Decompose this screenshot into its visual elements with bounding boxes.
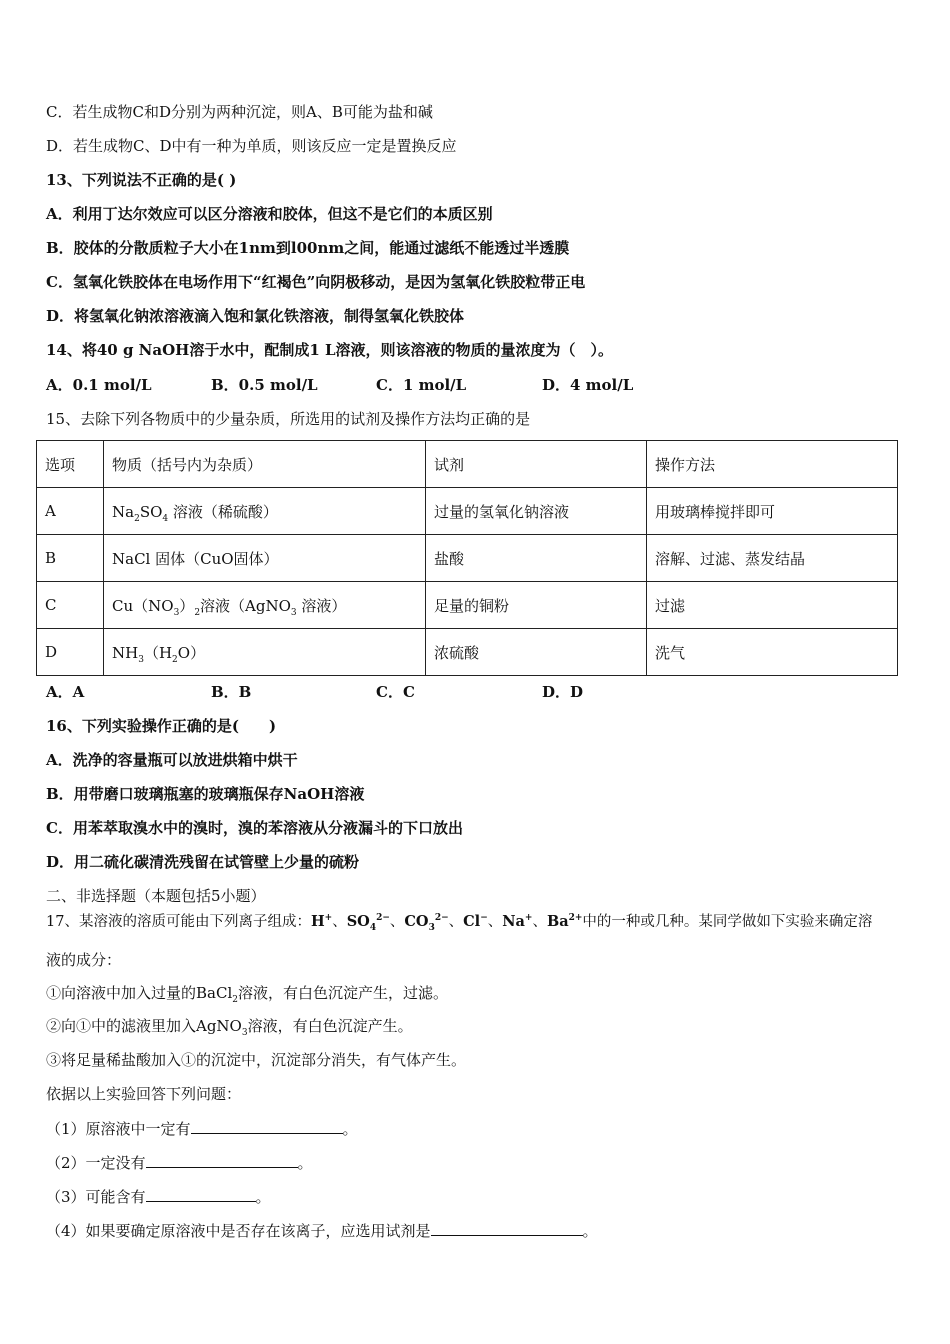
- q16-option-a: A．洗净的容量瓶可以放进烘箱中烘干: [46, 751, 298, 769]
- row-option: C: [37, 582, 104, 629]
- q16-option-c: C．用苯萃取溴水中的溴时，溴的苯溶液从分液漏斗的下口放出: [46, 819, 463, 837]
- q17-step-3: ③将足量稀盐酸加入①的沉淀中，沉淀部分消失，有气体产生。: [46, 1051, 467, 1069]
- table-header-row: [37, 441, 898, 488]
- row-substance: $Na_2SO_4$ 溶液（稀硫酸）: [104, 488, 426, 535]
- row-reagent: 过量的氢氧化钠溶液: [426, 488, 647, 535]
- row-method: 洗气: [647, 629, 898, 676]
- q15-stem: 15、去除下列各物质中的少量杂质，所选用的试剂及操作方法均正确的是: [46, 410, 531, 428]
- header-option: 选项: [37, 441, 104, 488]
- q17-stem: 17、某溶液的溶质可能由下列离子组成：H+、$SO_4^{2-}$、$CO_3^{2-}$、Cl−、Na+、$Ba^{2+}$中的一种或几种。某同学做如下实验来确定溶: [46, 913, 873, 933]
- answer-blank-3[interactable]: [146, 1186, 256, 1202]
- q17-sub-3: （3）可能含有 。: [46, 1188, 271, 1206]
- q15-option-c: C．C: [376, 683, 415, 701]
- answer-blank-1[interactable]: [191, 1118, 343, 1134]
- q12-option-d: D．若生成物C、D中有一种为单质，则该反应一定是置换反应: [46, 137, 457, 155]
- q14-option-a: A．0.1 mol/L: [46, 376, 152, 394]
- row-option: B: [37, 535, 104, 582]
- table-row: [37, 535, 898, 582]
- row-option: A: [37, 488, 104, 535]
- row-reagent: 浓硫酸: [426, 629, 647, 676]
- q14-option-d: D．4 mol/L: [542, 376, 634, 394]
- table-row: [37, 582, 898, 629]
- q14-option-b: B．0.5 mol/L: [211, 376, 318, 394]
- header-substance: 物质（括号内为杂质）: [104, 441, 426, 488]
- q15-option-a: A．A: [46, 683, 85, 701]
- q15-option-b: B．B: [211, 683, 252, 701]
- q17-stem-continued: 液的成分：: [46, 951, 122, 969]
- row-substance: NaCl 固体（CuO固体）: [104, 535, 426, 582]
- q13-option-b: B．胶体的分散质粒子大小在1nm到l00nm之间，能通过滤纸不能透过半透膜: [46, 239, 570, 257]
- row-substance: $Cu(NO_3)_2$溶液（AgNO$_3$ 溶液）: [104, 582, 426, 629]
- q13-option-d: D．将氢氧化钠浓溶液滴入饱和氯化铁溶液，制得氢氧化铁胶体: [46, 307, 465, 325]
- q17-sub-4: （4）如果要确定原溶液中是否存在该离子，应选用试剂是 。: [46, 1222, 598, 1240]
- q16-stem: 16、下列实验操作正确的是( ): [46, 717, 277, 735]
- q16-option-b: B．用带磨口玻璃瓶塞的玻璃瓶保存NaOH溶液: [46, 785, 365, 803]
- table-row: [37, 488, 898, 535]
- q15-table: [36, 440, 898, 676]
- row-method: 用玻璃棒搅拌即可: [647, 488, 898, 535]
- q17-sub-1: （1）原溶液中一定有 。: [46, 1120, 358, 1138]
- answer-blank-4[interactable]: [431, 1220, 583, 1236]
- q17-step-2: ②向①中的滤液里加入AgNO$_3$溶液，有白色沉淀产生。: [46, 1017, 413, 1038]
- q13-stem: 13、下列说法不正确的是( ): [46, 171, 237, 189]
- q17-prompt: 依据以上实验回答下列问题：: [46, 1085, 242, 1103]
- row-method: 过滤: [647, 582, 898, 629]
- row-substance: $NH_3(H_2O)$: [104, 629, 426, 676]
- header-reagent: 试剂: [426, 441, 647, 488]
- table-row: [37, 629, 898, 676]
- row-reagent: 盐酸: [426, 535, 647, 582]
- section-heading: 二、非选择题（本题包括5小题）: [46, 887, 266, 905]
- q14-stem: 14、将40 g NaOH溶于水中，配制成1 L溶液，则该溶液的物质的量浓度为（ ）。: [46, 341, 614, 359]
- q15-option-d: D．D: [542, 683, 584, 701]
- row-method: 溶解、过滤、蒸发结晶: [647, 535, 898, 582]
- q13-option-c: C．氢氧化铁胶体在电场作用下“红褐色”向阴极移动，是因为氢氧化铁胶粒带正电: [46, 273, 586, 291]
- q13-option-a: A．利用丁达尔效应可以区分溶液和胶体，但这不是它们的本质区别: [46, 205, 493, 223]
- answer-blank-2[interactable]: [146, 1152, 298, 1168]
- q17-step-1: ①向溶液中加入过量的BaCl$_2$溶液，有白色沉淀产生，过滤。: [46, 984, 448, 1005]
- header-method: 操作方法: [647, 441, 898, 488]
- row-reagent: 足量的铜粉: [426, 582, 647, 629]
- q14-option-c: C．1 mol/L: [376, 376, 467, 394]
- q16-option-d: D．用二硫化碳清洗残留在试管壁上少量的硫粉: [46, 853, 360, 871]
- row-option: D: [37, 629, 104, 676]
- q12-option-c: C．若生成物C和D分别为两种沉淀，则A、B可能为盐和碱: [46, 103, 433, 121]
- q17-sub-2: （2）一定没有 。: [46, 1154, 313, 1172]
